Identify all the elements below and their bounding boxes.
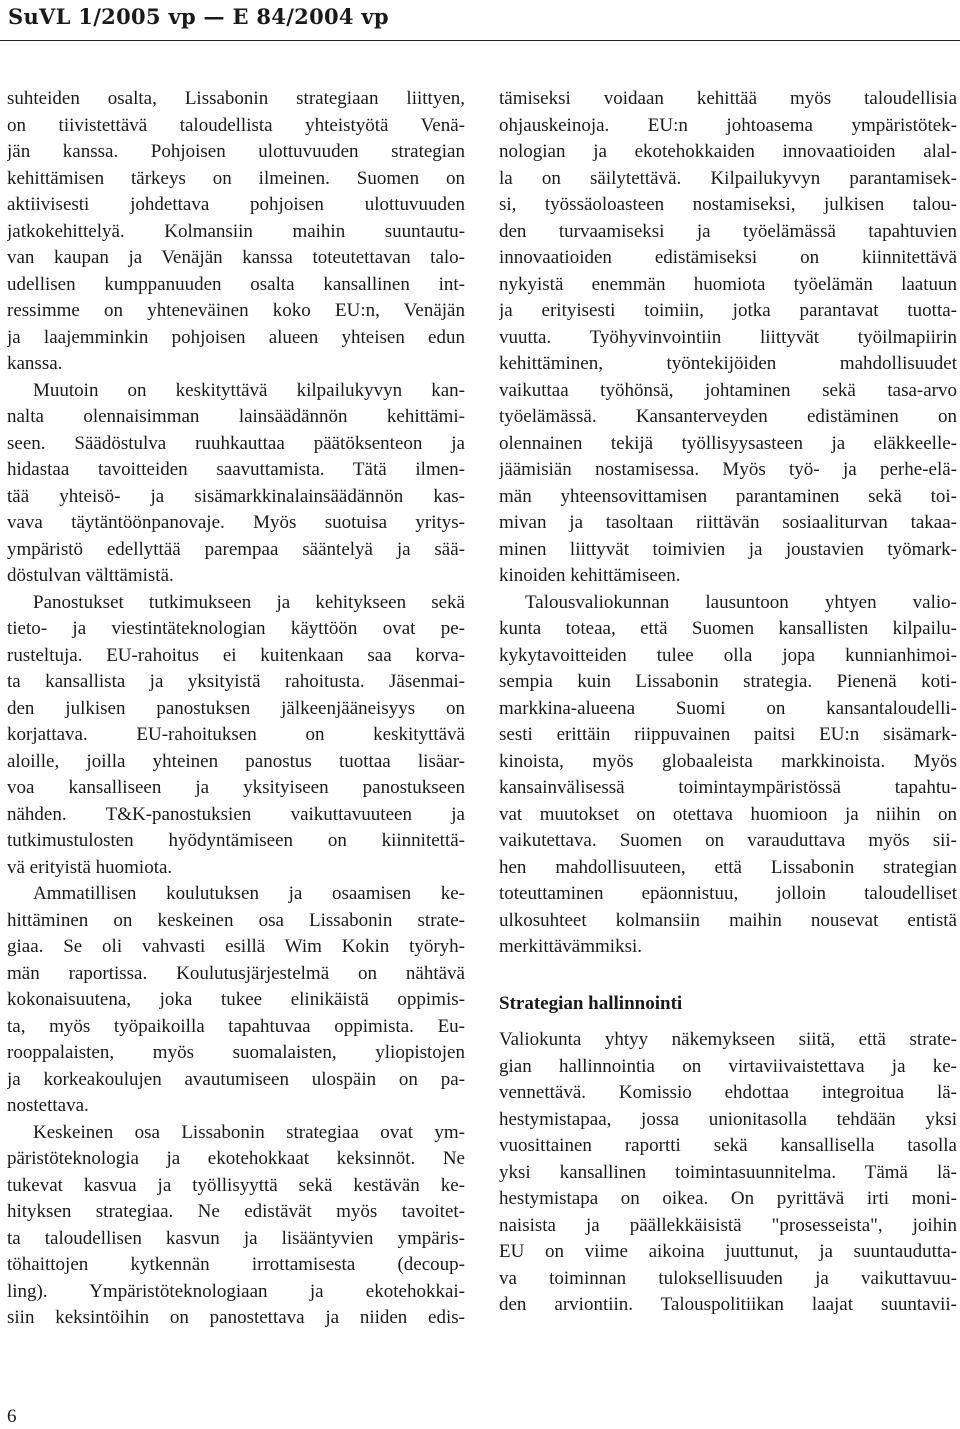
text-line: tää yhteisö- ja sisämarkkinalainsäädännön kas- [7,485,465,507]
text-line: kehittäminen, työntekijöiden mahdollisuudet [499,353,957,374]
right-column-text-lower [499,1027,957,1319]
text-line: vennettävä. Komissio ehdottaa integroitua lä- [499,1082,957,1103]
text-line: giaa. Se oli vahvasti esillä Wim Kokin työryh- [7,936,465,957]
text-line: mivan ja tasoltaan riittävän sosiaaliturvan takaa- [499,512,957,533]
text-line: seen. Säädöstulva ruuhkauttaa päätöksenteon ja [7,432,465,454]
right-column-text-upper [499,86,957,961]
header-rule [0,40,960,41]
text-line: Panostukset tutkimukseen ja kehitykseen sekä [33,591,465,613]
text-line: aktiivisesti johdettava pohjoisen ulottuvuuden [7,194,465,215]
text-line: työelämässä. Kansanterveyden edistäminen on [499,406,957,427]
text-line: ja erityisesti toimiin, jotka parantavat tuotta- [499,300,957,321]
text-line: kansainvälisessä toimintaympäristössä tapahtu- [499,777,957,798]
text-line: suhteiden osalta, Lissabonin strategiaan liittyen, [7,88,465,109]
text-line: vat muutokset on otettava huomioon ja niihin on [499,803,957,825]
text-line: ulkosuhteet kolmansiin maihin nousevat entistä [499,909,957,931]
text-line: va toiminnan tuloksellisuuden ja vaikuttavuu- [499,1267,957,1289]
text-line: sesti erittäin riippuvainen paitsi EU:n sisämark- [499,724,957,745]
text-line: jän kanssa. Pohjoisen ulottuvuuden strategian [7,141,465,162]
section-heading: Strategian hallinnointi [499,992,683,1014]
text-line: markkina-alueena Suomi on kansantaloudelli- [499,697,957,719]
text-line: tämiseksi voidaan kehittää myös taloudellisia [499,88,957,109]
text-line: kunta toteaa, että Suomen kansallisten kilpailu- [499,618,957,639]
text-line: den turvaamiseksi ja työelämässä tapahtuvien [499,220,957,242]
text-line: nalta olennaisimman lainsäädännön kehittämi- [7,406,465,427]
text-line: kinoiden kehittämiseen. [499,565,681,586]
text-line: vava täytäntöönpanovaje. Myös suotuisa yritys- [7,512,465,533]
text-line: si, työssäoloasteen nostamiseksi, julkisen talou- [499,194,957,215]
text-line: minen liittyvät toimivien ja joustavien työmark- [499,538,957,560]
text-line: den julkisen panostuksen jälkeenjääneisyys on [7,697,465,719]
text-line: korjattava. EU-rahoituksen on keskityttävä [7,724,465,745]
text-line: yksi kansallinen toimintasuunnitelma. Tämä lä- [499,1161,957,1183]
text-line: män yhteensovittamisen parantaminen sekä toi- [499,485,957,507]
running-header: SuVL 1/2005 vp — E 84/2004 vp [8,4,389,29]
text-line: tukevat kasvua ja työllisyyttä sekä kestävän ke- [7,1174,465,1196]
text-line: rusteltuja. EU-rahoitus ei kuitenkaan saa korva- [7,644,465,666]
text-line: ta, myös työpaikoilla tapahtuvaa oppimista. Eu- [7,1015,465,1037]
text-line: vaikuttaa työhönsä, johtaminen sekä tasa-arvo [499,379,957,401]
text-line: döstulvan välttämistä. [7,565,174,586]
text-line: gian hallinnointia on virtaviivaistettava ja ke- [499,1055,957,1077]
text-line: ja laajemminkin pohjoisen alueen yhteisen edun [7,326,465,348]
text-line: kinoista, myös globaaleista markkinoista. Myös [499,750,957,772]
text-line: tutkimustulosten hyödyntämiseen on kiinnitettä- [7,830,465,851]
text-line: Keskeinen osa Lissabonin strategiaa ovat ym- [33,1121,465,1143]
page-number: 6 [7,1406,17,1427]
text-line: siin keksintöihin on panostettava ja niiden edis- [7,1307,465,1328]
left-column [7,86,465,1332]
text-line: nostettava. [7,1095,89,1116]
text-line: voa kansalliseen ja yksityiseen panostukseen [7,777,465,798]
text-line: merkittävämmiksi. [499,936,643,957]
text-line: kykytavoitteiden tulee olla jopa kunnianhimoi- [499,644,957,666]
text-line: hen mahdollisuuteen, että Lissabonin strategian [499,856,957,878]
text-line: Muutoin on keskityttävä kilpailukyvyn kan- [33,379,465,401]
text-line: la on säilytettävä. Kilpailukyvyn parantamisek- [499,167,957,189]
text-line: hestymistapa on oikea. On pyrittävä irti moni- [499,1188,957,1209]
text-line: nähden. T&K-panostuksien vaikuttavuuteen ja [7,803,465,825]
text-line: ympäristö edellyttää parempaa sääntelyä ja sää- [7,538,465,560]
text-line: olennainen tekijä työllisyysasteen ja eläkkeelle- [499,432,957,454]
text-line: sempia kuin Lissabonin strategia. Pienenä koti- [499,671,957,692]
text-line: nologian ja ekotehokkaiden innovaatioiden alal- [499,141,957,162]
text-line: udellisen kumppanuuden osalta kansallinen int- [7,273,465,295]
text-line: hityksen strategiaa. Ne edistävät myös tavoitet- [7,1201,465,1222]
text-line: kokonaisuutena, joka tukee elinikäistä oppimis- [7,989,465,1010]
text-line: aloille, joilla yhteinen panostus tuottaa lisäar- [7,750,465,772]
text-line: ja korkeakoulujen avautumiseen ulospäin on pa- [7,1068,465,1090]
text-line: van kaupan ja Venäjän kanssa toteutettavan talo- [7,247,465,268]
text-line: nykyistä enemmän huomiota työelämän laatuun [499,273,957,295]
heading-spacer [499,1017,957,1027]
text-line: toteuttaminen epäonnistuu, jolloin taloudelliset [499,883,957,904]
text-line: hidastaa tavoitteiden saavuttamista. Tätä ilmen- [7,459,465,480]
text-line: kanssa. [7,353,63,374]
text-line: hestymistapaa, jossa unionitasolla tehdään yksi [499,1108,957,1130]
text-line: on tiivistettävä taloudellista yhteistyötä Venä- [7,114,465,136]
text-line: vuutta. Työhyvinvointiin liittyvät työilmapiirin [499,326,957,348]
text-line: Ammatillisen koulutuksen ja osaamisen ke- [33,883,465,904]
text-line: ressimme on yhteneväinen koko EU:n, Venäjän [7,300,465,321]
text-line: innovaatioiden edistämiseksi on kiinnitettävä [499,247,957,268]
text-line: ta taloudellisen kasvun ja lisääntyvien ympäris- [7,1227,465,1249]
text-line: hittäminen on keskeinen osa Lissabonin strate- [7,909,465,931]
text-line: ta kansallista ja yksityistä rahoitusta. Jäsenmai- [7,671,465,692]
text-line: töhaittojen kytkennän irrottamisesta (decoup- [7,1254,465,1275]
text-line: ohjauskeinoja. EU:n johtoasema ympäristötek- [499,114,957,136]
text-line: Talousvaliokunnan lausuntoon yhtyen valio- [525,591,957,613]
text-line: rooppalaisten, myös suomalaisten, yliopistojen [7,1042,465,1063]
text-line: päristöteknologia ja ekotehokkaat keksinnöt. Ne [7,1148,465,1169]
text-line: ling). Ympäristöteknologiaan ja ekotehokkai- [7,1280,465,1302]
right-column [499,86,957,1319]
text-line: kehittämisen tärkeys on ilmeinen. Suomen on [7,167,465,189]
text-line: vuosittainen raportti sekä kansallisella tasolla [499,1135,957,1156]
text-line: jatkokehittelyä. Kolmansiin maihin suuntautu- [7,220,465,242]
text-line: vä erityistä huomiota. [7,856,173,878]
text-line: vaikutettava. Suomen on varauduttava myös sii- [499,830,957,851]
text-line: tieto- ja viestintäteknologian käyttöön ovat pe- [7,618,465,639]
text-line: Valiokunta yhtyy näkemykseen siitä, että strate- [499,1029,957,1050]
text-line: den arviontiin. Talouspolitiikan laajat suuntavii- [499,1294,957,1315]
text-line: män raportissa. Koulutusjärjestelmä on nähtävä [7,962,465,984]
section-spacer [499,961,957,991]
text-line: EU on viime aikoina juuttunut, ja suuntaudutta- [499,1241,957,1262]
text-line: jäämisiän nostamisessa. Myös työ- ja perhe-elä- [499,459,957,480]
text-line: naisista ja päällekkäisistä "prosesseista", joihin [499,1214,957,1236]
